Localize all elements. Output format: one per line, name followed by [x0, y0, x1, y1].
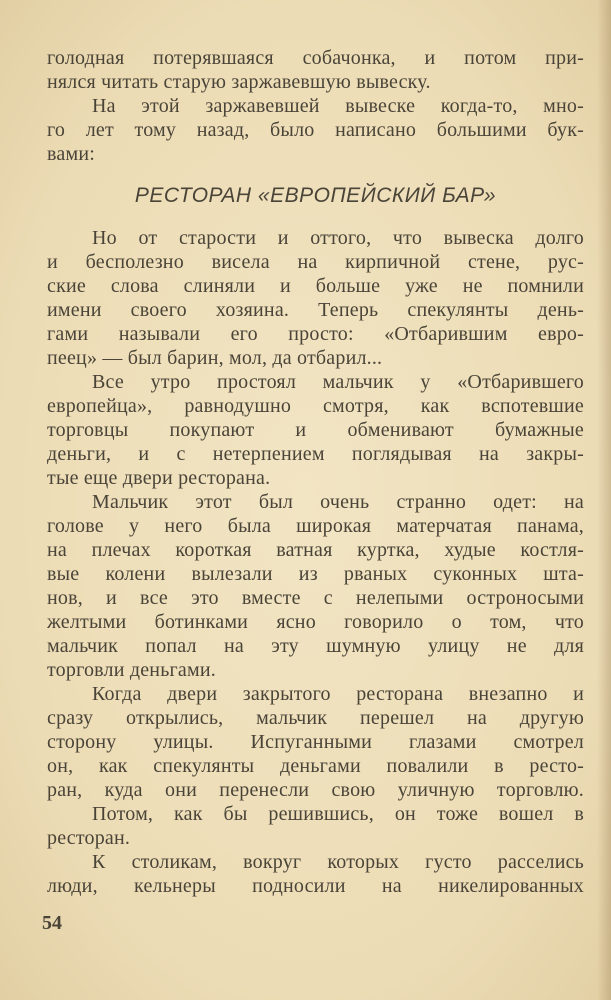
text-line: На этой заржавевшей вывеске когда-то, мно- [92, 95, 584, 117]
text-line: мальчик попал на эту шумную улицу не для [47, 635, 584, 657]
text-line: Мальчик этот был очень странно одет: на [92, 491, 584, 513]
text-line: Но от старости и оттого, что вывеска долго [92, 227, 584, 249]
text-line: пеец» — был барин, мол, да отбарил... [47, 347, 383, 369]
text-line: К столикам, вокруг которых густо расселись [92, 851, 584, 873]
text-line: голодная потерявшаяся собачонка, и потом при- [47, 47, 584, 69]
text-after-heading [47, 226, 584, 898]
page-number: 54 [42, 912, 62, 934]
text-line: имени своего хозяина. Теперь спекулянты день- [47, 299, 584, 321]
text-line: Потом, как бы решившись, он тоже вошел в [92, 803, 584, 825]
text-line: тые еще двери ресторана. [47, 467, 271, 489]
text-line: деньги, и с нетерпением поглядывая на закры- [47, 443, 584, 465]
page-edge-shadow [597, 0, 611, 1000]
text-line: Когда двери закрытого ресторана внезапно и [92, 683, 584, 705]
text-line: он, как спекулянты деньгами повалили в ресто- [47, 755, 584, 777]
text-line: вые колени вылезали из рваных суконных шта- [47, 563, 584, 585]
text-line: и бесполезно висела на кирпичной стене, рус- [47, 251, 584, 273]
text-line: торговли деньгами. [47, 659, 216, 681]
text-line: сразу открылись, мальчик перешел на другую [47, 707, 584, 729]
text-line: голове у него была широкая матерчатая панама, [47, 515, 584, 537]
text-line: сторону улицы. Испуганными глазами смотрел [47, 731, 584, 753]
text-line: вами: [47, 143, 95, 165]
text-line: го лет тому назад, было написано большими бук- [47, 119, 584, 141]
text-line: на плечах короткая ватная куртка, худые костля- [47, 539, 584, 561]
text-line: ран, куда они перенесли свою уличную торговлю. [47, 779, 584, 801]
text-line: нялся читать старую заржавевшую вывеску. [47, 71, 431, 93]
text-line: Все утро простоял мальчик у «Отбарившего [92, 371, 584, 393]
text-line: ские слова слиняли и больше уже не помнили [47, 275, 584, 297]
text-line: гами называли его просто: «Отбарившим евро- [47, 323, 584, 345]
restaurant-sign-heading: РЕСТОРАН «ЕВРОПЕЙСКИЙ БАР» [134, 184, 497, 207]
text-line: нов, и все это вместе с нелепыми остроносыми [47, 587, 584, 609]
text-line: люди, кельнеры подносили на никелированных [47, 875, 584, 897]
text-before-heading [47, 46, 584, 166]
text-line: европейца», равнодушно смотря, как вспотевшие [47, 395, 584, 417]
text-line: торговцы покупают и обменивают бумажные [47, 419, 584, 441]
text-line: желтыми ботинками ясно говорило о том, что [47, 611, 584, 633]
book-page-text [47, 46, 584, 898]
text-line: ресторан. [47, 827, 131, 849]
